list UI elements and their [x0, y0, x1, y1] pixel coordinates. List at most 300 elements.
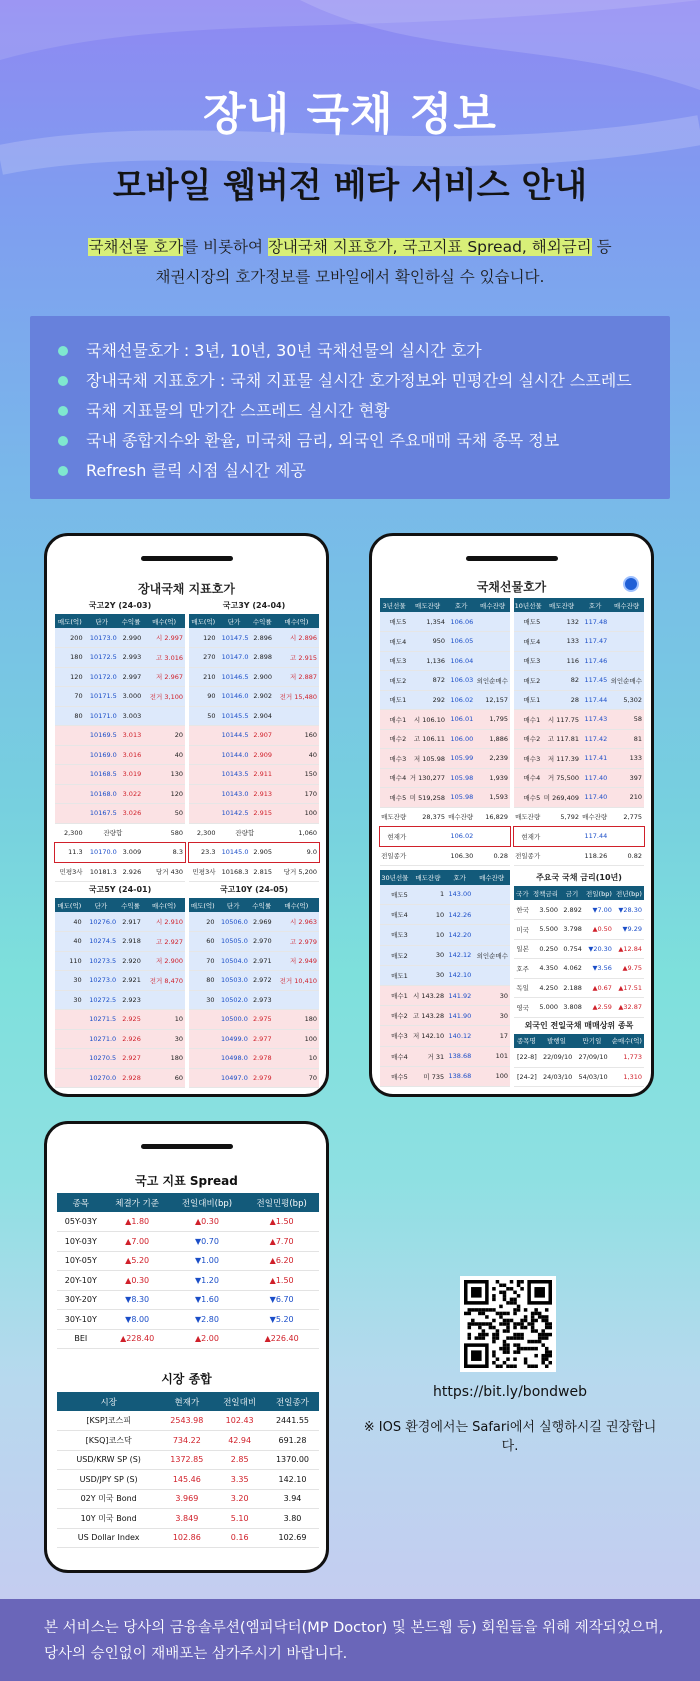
- table-row: [380, 985, 510, 1005]
- table-cell: 30: [143, 1029, 185, 1049]
- cell-value: 17.51: [623, 983, 642, 992]
- table-cell: 매수(억): [274, 898, 319, 912]
- table-cell: [189, 1068, 217, 1088]
- table-cell: 10146.5: [218, 667, 251, 687]
- table-cell: 397: [609, 768, 644, 788]
- table-cell: 민평3사: [55, 862, 85, 882]
- table-row: [55, 667, 185, 687]
- rates-title: 주요국 국채 금리(10년): [536, 873, 622, 882]
- cell-value: 20.30: [593, 944, 612, 953]
- cell-value: 5.000: [539, 1003, 559, 1012]
- table-cell: 2,239: [475, 749, 510, 769]
- table-cell: 고 2.927: [143, 932, 185, 952]
- table-cell: 580: [143, 823, 185, 843]
- table-cell: 저 117.39: [542, 749, 581, 769]
- cell-value: 0.30: [131, 1275, 150, 1285]
- table-cell: 117.42: [581, 729, 609, 749]
- table-cell: 민평3사: [189, 862, 218, 882]
- table-cell: 2.969: [250, 912, 274, 932]
- table-cell: USD/KRW SP (S): [57, 1450, 160, 1470]
- table-cell: 2441.55: [266, 1411, 319, 1431]
- arrow-icon: ▲: [269, 1217, 276, 1226]
- table-cell: [55, 1068, 84, 1088]
- table-cell: 저 2.967: [143, 667, 185, 687]
- table-cell: 10504.0: [217, 951, 250, 971]
- table-cell: 100: [274, 1029, 319, 1049]
- table-cell: [170, 1271, 245, 1291]
- table-cell: 50: [189, 706, 218, 726]
- table-cell: 2.972: [250, 971, 274, 991]
- table-cell: 950: [408, 632, 447, 652]
- table-cell: US Dollar Index: [57, 1528, 160, 1548]
- table-cell: 106.01: [447, 710, 475, 730]
- table-cell: 고 106.11: [408, 729, 447, 749]
- table-cell: 120: [143, 784, 185, 804]
- table-row: [189, 765, 319, 785]
- phone-title: 국채선물호가: [476, 580, 547, 594]
- table-cell: 2.898: [251, 648, 275, 668]
- table-cell: 호가: [581, 598, 609, 612]
- table-cell: [57, 1212, 105, 1232]
- table-cell: 270: [189, 648, 218, 668]
- cell-value: 3.808: [563, 1003, 582, 1012]
- table-cell: 1370.00: [266, 1450, 319, 1470]
- table-cell: 10144.0: [218, 745, 251, 765]
- table-cell: 10506.0: [217, 912, 250, 932]
- table-cell: 106.02: [447, 690, 475, 710]
- table-cell: 매도3: [514, 651, 542, 671]
- table-cell: [244, 1290, 319, 1310]
- arrow-icon: ▲: [618, 1003, 624, 1012]
- table-row: [514, 886, 644, 900]
- table-cell: 매도잔량: [542, 598, 581, 612]
- table-cell: 50: [143, 804, 185, 824]
- arrow-icon: ▲: [194, 1217, 202, 1226]
- arrow-icon: ▲: [125, 1217, 132, 1226]
- table-cell: 10170.0: [85, 843, 119, 863]
- table-cell: [560, 998, 584, 1018]
- cell-value: 9.29: [627, 925, 642, 934]
- table-cell: 2.85: [213, 1450, 266, 1470]
- phone-futures-quotes: [369, 533, 654, 1097]
- table-cell: 매수1: [380, 985, 410, 1005]
- table-row: [57, 1489, 319, 1509]
- table-cell: [55, 1010, 84, 1030]
- table-cell: 10500.0: [217, 1010, 250, 1030]
- table-cell: 3.026: [119, 804, 143, 824]
- table-cell: [57, 1310, 105, 1330]
- table-cell: 180: [274, 1010, 319, 1030]
- table-cell: 102.69: [266, 1528, 319, 1548]
- quote-section: [55, 882, 185, 1088]
- table-cell: [244, 1310, 319, 1330]
- arrow-icon: ▼: [269, 1295, 276, 1305]
- table-cell: 1,939: [475, 768, 510, 788]
- table-cell: 10144.5: [218, 726, 251, 746]
- table-cell: 10168.3: [218, 862, 251, 882]
- table-cell: 10271.5: [84, 1010, 119, 1030]
- table-row: [514, 978, 644, 998]
- arrow-icon: ▲: [125, 1236, 132, 1246]
- table-cell: 거 75,500: [542, 768, 581, 788]
- cell-value: 4.250: [539, 983, 559, 992]
- table-cell: [143, 990, 185, 1010]
- table-cell: [105, 1251, 170, 1271]
- intro-mid: 를 비롯하여: [183, 238, 268, 256]
- table-cell: 10274.5: [84, 932, 119, 952]
- table-cell: 매도2: [514, 671, 542, 691]
- table-cell: 100: [274, 804, 319, 824]
- table-row: [55, 648, 185, 668]
- intro-highlight-1: 국채선물 호가: [88, 238, 184, 256]
- table-cell: 매수1: [514, 710, 542, 730]
- spread-table: [57, 1193, 319, 1349]
- cell-value: 7.00: [131, 1236, 150, 1246]
- table-cell: 10172.0: [85, 667, 119, 687]
- table-row: [380, 885, 510, 905]
- cell-value: 226.40: [270, 1334, 299, 1344]
- arrow-icon: ▲: [592, 1003, 598, 1012]
- table-cell: 전일종가: [380, 846, 408, 866]
- table-cell: 매수4: [514, 768, 542, 788]
- table-cell: 10142.5: [218, 804, 251, 824]
- table-row: [57, 1450, 319, 1470]
- table-cell: 매수3: [380, 749, 408, 769]
- table-cell: 2.971: [250, 951, 274, 971]
- table-cell: 106.03: [447, 671, 475, 691]
- table-cell: 142.20: [446, 925, 473, 945]
- table-cell: 58: [609, 710, 644, 730]
- cell-value: 0.50: [597, 925, 612, 934]
- table-cell: [584, 900, 614, 920]
- table-cell: 30: [55, 971, 84, 991]
- table-row: [55, 784, 185, 804]
- table-cell: 10273.5: [84, 951, 119, 971]
- table-cell: [614, 998, 644, 1018]
- table-cell: USD/JPY SP (S): [57, 1470, 160, 1490]
- table-cell: 120: [55, 667, 85, 687]
- table-cell: [22-8]: [514, 1048, 539, 1068]
- table-cell: 105.98: [447, 788, 475, 808]
- table-row: [380, 651, 510, 671]
- table-cell: 만기일: [574, 1034, 609, 1048]
- table-cell: [KSQ]코스닥: [57, 1431, 160, 1451]
- table-row: [189, 932, 319, 952]
- table-cell: 매수2: [380, 1006, 410, 1026]
- table-row: [380, 598, 510, 612]
- table-cell: 수익률: [118, 898, 143, 912]
- table-cell: 국가: [514, 886, 531, 900]
- table-row: [514, 729, 644, 749]
- table-row: [189, 898, 319, 912]
- table-cell: 매도(억): [55, 614, 85, 628]
- table-cell: [143, 706, 185, 726]
- table-cell: 2.928: [118, 1068, 143, 1088]
- table-cell: 23.3: [189, 843, 218, 863]
- cell-value: 미국: [516, 925, 529, 934]
- table-cell: 117.43: [581, 710, 609, 730]
- table-row: [189, 862, 319, 882]
- table-row: [189, 1029, 319, 1049]
- table-row: [55, 706, 185, 726]
- arrow-icon: ▲: [592, 925, 598, 934]
- refresh-icon[interactable]: [623, 576, 639, 592]
- qr-code[interactable]: [460, 1276, 556, 1372]
- table-row: [57, 1212, 319, 1232]
- table-cell: [614, 978, 644, 998]
- arrow-icon: ▼: [194, 1275, 202, 1285]
- cell-value: 1.80: [131, 1217, 150, 1226]
- table-cell: 체결가 기준: [105, 1193, 170, 1212]
- table-cell: 130: [143, 765, 185, 785]
- table-cell: [57, 1290, 105, 1310]
- table-cell: 시장: [57, 1392, 160, 1411]
- futures-table: [380, 870, 510, 1087]
- table-cell: 42.94: [213, 1431, 266, 1451]
- table-cell: [244, 1212, 319, 1232]
- table-cell: 2.902: [251, 687, 275, 707]
- futures-table: [380, 598, 510, 866]
- cell-value: 30Y-10Y: [64, 1314, 97, 1324]
- footer-line1: 본 서비스는 당사의 금융솔루션(엠피닥터(MP Doctor) 및 본드웹 등) 회원들을 위해 제작되었으며,: [44, 1620, 664, 1636]
- table-cell: 3.969: [160, 1489, 213, 1509]
- foreign-table: [514, 1034, 644, 1088]
- quote-section: [55, 598, 185, 882]
- table-row: [55, 862, 185, 882]
- table-cell: 140.12: [446, 1026, 473, 1046]
- table-cell: 10273.0: [84, 971, 119, 991]
- table-cell: [473, 925, 510, 945]
- table-cell: 3.94: [266, 1489, 319, 1509]
- table-cell: 매도(억): [189, 898, 217, 912]
- table-cell: 10146.0: [218, 687, 251, 707]
- table-cell: 3년선물: [380, 598, 408, 612]
- table-cell: 10168.5: [85, 765, 119, 785]
- table-row: [57, 1310, 319, 1330]
- table-row: [514, 1034, 644, 1048]
- table-cell: [57, 1329, 105, 1349]
- table-row: [514, 846, 644, 866]
- table-cell: 호가: [446, 870, 473, 885]
- hero-title: 장내 국채 정보: [203, 89, 497, 140]
- table-row: [514, 651, 644, 671]
- table-cell: 28,375: [408, 807, 447, 827]
- table-row: [57, 1232, 319, 1252]
- table-cell: 수익률: [251, 614, 275, 628]
- phone-notch: [141, 1144, 233, 1149]
- arrow-icon: ▼: [592, 905, 598, 914]
- table-cell: 고 2.915: [274, 648, 319, 668]
- table-cell: 110: [55, 951, 84, 971]
- cell-value: 4.350: [539, 964, 559, 973]
- table-cell: 100: [473, 1066, 510, 1086]
- table-cell: 2,300: [189, 823, 218, 843]
- arrow-icon: ▲: [592, 983, 598, 992]
- arrow-icon: ▲: [120, 1334, 127, 1344]
- table-cell: 종목명: [514, 1034, 539, 1048]
- table-cell: 1,136: [408, 651, 447, 671]
- table-row: [514, 998, 644, 1018]
- rates-table: [514, 886, 644, 1018]
- table-cell: 10270.5: [84, 1049, 119, 1069]
- table-cell: 2.917: [118, 912, 143, 932]
- table-cell: 133: [542, 632, 581, 652]
- table-cell: 734.22: [160, 1431, 213, 1451]
- table-cell: 고 117.81: [542, 729, 581, 749]
- cell-value: 32.87: [623, 1003, 642, 1012]
- table-cell: 10172.5: [85, 648, 119, 668]
- cell-value: 3.798: [563, 925, 582, 934]
- table-cell: 금기: [560, 886, 584, 900]
- table-cell: 매도5: [380, 885, 410, 905]
- cell-value: 05Y-03Y: [64, 1217, 97, 1226]
- table-cell: 매수잔량: [447, 807, 475, 827]
- table-cell: 2.923: [118, 990, 143, 1010]
- table-cell: 10: [274, 1049, 319, 1069]
- table-row: [380, 965, 510, 985]
- table-cell: [244, 1329, 319, 1349]
- table-cell: 고 143.28: [410, 1006, 446, 1026]
- cell-value: 0.70: [201, 1236, 219, 1246]
- table-cell: 24/03/10: [539, 1067, 574, 1087]
- table-cell: 117.47: [581, 632, 609, 652]
- table-cell: [105, 1310, 170, 1330]
- table-cell: [531, 978, 560, 998]
- table-cell: 2.907: [251, 726, 275, 746]
- table-row: [380, 1026, 510, 1046]
- spread-title: 국고 지표 Spread: [135, 1174, 238, 1188]
- table-row: [380, 1046, 510, 1066]
- table-cell: 10270.0: [84, 1068, 119, 1088]
- phone-notch: [141, 556, 233, 561]
- cell-value: 3.56: [597, 964, 612, 973]
- table-cell: 잔량합: [218, 823, 275, 843]
- table-cell: 10169.5: [85, 726, 119, 746]
- table-row: [514, 807, 644, 827]
- cell-value: 2.188: [563, 983, 582, 992]
- table-cell: [614, 920, 644, 940]
- summary-row: [55, 823, 185, 843]
- market-table-wrap: [57, 1392, 319, 1548]
- table-cell: 3.20: [213, 1489, 266, 1509]
- table-row: [380, 827, 510, 847]
- table-row: [380, 690, 510, 710]
- table-cell: 27/09/10: [574, 1048, 609, 1068]
- table-cell: 매도잔량: [408, 598, 447, 612]
- arrow-icon: ▼: [269, 1314, 276, 1324]
- table-row: [57, 1193, 319, 1212]
- table-cell: [170, 1290, 245, 1310]
- cell-value: 일본: [516, 945, 529, 954]
- table-cell: [531, 998, 560, 1018]
- table-cell: [514, 959, 531, 979]
- arrow-icon: ▼: [125, 1295, 132, 1305]
- table-cell: 매도3: [380, 925, 410, 945]
- table-row: [189, 745, 319, 765]
- table-cell: 10145.5: [218, 706, 251, 726]
- table-cell: 200: [55, 628, 85, 648]
- table-cell: 2.909: [251, 745, 275, 765]
- table-cell: 10503.0: [217, 971, 250, 991]
- section-title: 국고3Y (24-04): [222, 601, 286, 610]
- table-cell: 매도1: [380, 690, 408, 710]
- table-cell: 외인순매수: [609, 671, 644, 691]
- qr-code-icon: [464, 1280, 552, 1368]
- table-cell: 117.48: [581, 612, 609, 632]
- arrow-icon: ▲: [125, 1275, 132, 1285]
- table-cell: 691.28: [266, 1431, 319, 1451]
- table-cell: [542, 827, 581, 847]
- table-cell: 저 142.10: [410, 1026, 446, 1046]
- table-cell: 10499.0: [217, 1029, 250, 1049]
- table-cell: 당거 5,200: [274, 862, 319, 882]
- table-cell: 수익률: [119, 614, 143, 628]
- arrow-icon: ▼: [618, 905, 624, 914]
- table-cell: 2.973: [250, 990, 274, 1010]
- table-cell: 매도5: [514, 612, 542, 632]
- table-cell: 매도잔량: [410, 870, 446, 885]
- table-cell: 3.009: [119, 843, 143, 863]
- table-cell: 10271.0: [84, 1029, 119, 1049]
- table-row: [380, 632, 510, 652]
- table-cell: 2.997: [119, 667, 143, 687]
- cell-value: 6.70: [275, 1295, 294, 1305]
- table-cell: 160: [274, 726, 319, 746]
- table-cell: 1,886: [475, 729, 510, 749]
- table-cell: 292: [408, 690, 447, 710]
- table-cell: 정책금리: [531, 886, 560, 900]
- table-row: [55, 628, 185, 648]
- cell-value: 1.50: [275, 1217, 294, 1226]
- table-cell: 현재가: [160, 1392, 213, 1411]
- futures-bottom: [380, 870, 644, 1087]
- rates-panel: [514, 870, 644, 1087]
- service-url[interactable]: https://bit.ly/bondweb: [433, 1384, 587, 1400]
- table-cell: 2543.98: [160, 1411, 213, 1431]
- cell-value: 228.40: [126, 1334, 155, 1344]
- intro-line2: 채권시장의 호가정보를 모바일에서 확인하실 수 있습니다.: [155, 268, 545, 286]
- table-cell: 매도4: [380, 905, 410, 925]
- table-cell: [514, 900, 531, 920]
- table-cell: 단가: [85, 614, 119, 628]
- table-row: [380, 612, 510, 632]
- table-cell: [189, 1029, 217, 1049]
- quote-table: [189, 614, 319, 882]
- table-cell: 1372.85: [160, 1450, 213, 1470]
- table-cell: 10173.0: [85, 628, 119, 648]
- table-cell: 전일종가: [514, 846, 542, 866]
- cell-value: 9.75: [627, 964, 642, 973]
- cell-value: 20Y-10Y: [64, 1275, 97, 1285]
- cell-value: 3.500: [539, 905, 559, 914]
- table-cell: [189, 804, 218, 824]
- table-cell: 10147.0: [218, 648, 251, 668]
- table-cell: [473, 885, 510, 905]
- table-cell: 30: [189, 990, 217, 1010]
- table-cell: 2.920: [118, 951, 143, 971]
- table-cell: 매도3: [380, 651, 408, 671]
- table-row: [55, 990, 185, 1010]
- table-cell: 60: [143, 1068, 185, 1088]
- table-cell: [55, 1049, 84, 1069]
- arrow-icon: ▲: [194, 1334, 202, 1344]
- table-cell: 2.911: [251, 765, 275, 785]
- table-cell: 20: [189, 912, 217, 932]
- table-cell: 2.905: [251, 843, 275, 863]
- table-row: [514, 920, 644, 940]
- table-cell: 시 143.28: [410, 985, 446, 1005]
- table-cell: 매수3: [514, 749, 542, 769]
